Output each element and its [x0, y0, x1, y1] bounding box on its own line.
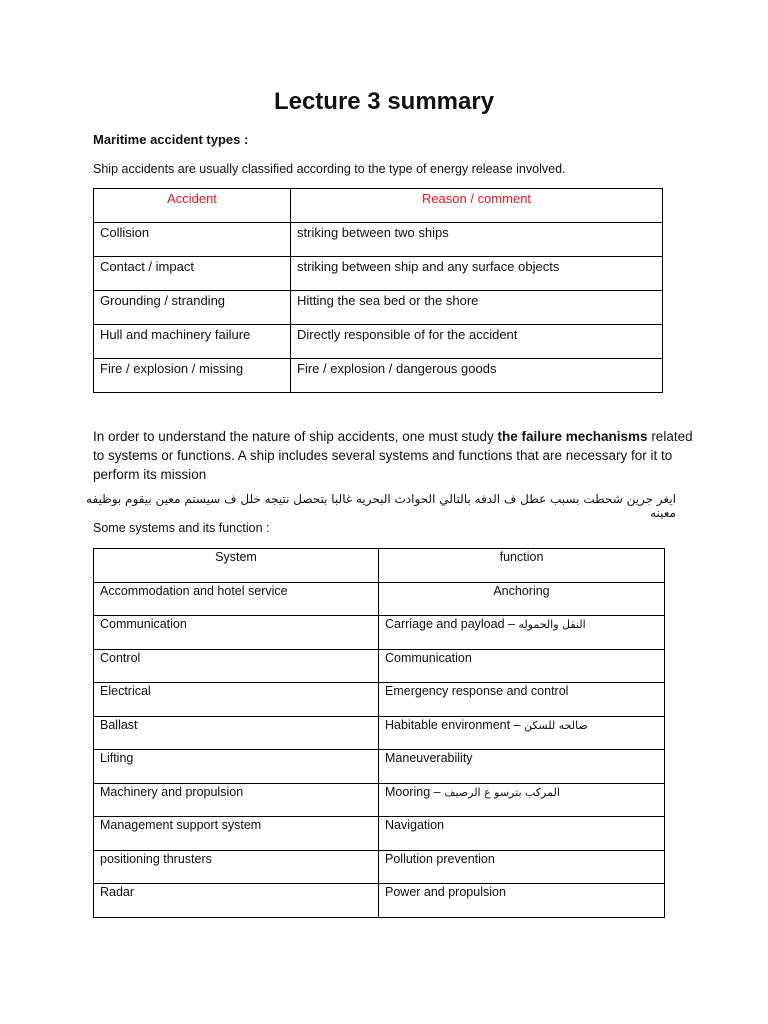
function-label: Emergency response and control [385, 684, 569, 698]
table-row [94, 817, 665, 851]
page-title: Lecture 3 summary [273, 88, 495, 115]
systems-intro: Some systems and its function : [93, 521, 270, 535]
systems-table-header-row [94, 549, 665, 583]
function-arabic-note: صالحه للسكن [523, 718, 588, 732]
reason-cell: Directly responsible of for the accident [291, 325, 663, 359]
accident-header: Accident [94, 189, 291, 223]
paragraph-text-end: related to systems or functions. A ship includes several systems and functions that are necessary for it to perform its mission [93, 429, 693, 482]
function-label: Communication [385, 650, 472, 665]
table-row [94, 223, 663, 257]
function-label: Anchoring [493, 583, 550, 598]
accident-cell: Collision [94, 223, 291, 257]
system-cell: Electrical [94, 683, 379, 717]
function-cell [379, 716, 665, 750]
table-row [94, 884, 665, 918]
system-cell: positioning thrusters [94, 850, 379, 884]
intro-text: Ship accidents are usually classified according to the type of energy release involved. [93, 162, 566, 176]
function-cell [379, 582, 665, 616]
function-arabic-note: المركب بترسو ع الرصيف [444, 785, 560, 799]
accident-cell: Contact / impact [94, 257, 291, 291]
accident-cell: Hull and machinery failure [94, 325, 291, 359]
function-cell [379, 817, 665, 851]
table-row [94, 291, 663, 325]
system-cell: Machinery and propulsion [94, 783, 379, 817]
accident-cell: Grounding / stranding [94, 291, 291, 325]
table-row [94, 750, 665, 784]
table-row [94, 649, 665, 683]
function-cell [379, 783, 665, 817]
table-row [94, 582, 665, 616]
function-cell [379, 649, 665, 683]
reason-cell: striking between ship and any surface objects [291, 257, 663, 291]
function-label: Pollution prevention [385, 851, 495, 866]
systems-table [93, 548, 665, 918]
reason-cell: Hitting the sea bed or the shore [291, 291, 663, 325]
arabic-note: ايغر جرين شحطت بسبب عطل ف الدفه بالتالي الحوادث البحريه غالبا بتحصل نتيجه خلل ف سيستم معين بيقوم بوظيفه معينه [86, 492, 676, 520]
system-cell: Ballast [94, 716, 379, 750]
table-row [94, 359, 663, 393]
table-row [94, 783, 665, 817]
function-label: Mooring – [385, 784, 441, 799]
system-header: System [94, 549, 379, 583]
function-cell [379, 884, 665, 918]
table-row [94, 716, 665, 750]
paragraph-bold-phrase: the failure mechanisms [497, 429, 648, 444]
table-row [94, 850, 665, 884]
function-label: Navigation [385, 818, 445, 832]
section-heading: Maritime accident types : [93, 132, 249, 147]
reason-header: Reason / comment [291, 189, 663, 223]
system-cell: Radar [94, 884, 379, 918]
table-row [94, 257, 663, 291]
function-label: Habitable environment – [385, 717, 521, 732]
function-label: Maneuverability [385, 751, 473, 765]
paragraph-text-start: In order to understand the nature of ship accidents, one must study [93, 429, 498, 444]
function-arabic-note: النقل والحموله [518, 618, 586, 631]
system-cell: Accommodation and hotel service [94, 582, 379, 616]
system-cell: Management support system [94, 817, 379, 851]
accident-table [93, 188, 663, 393]
function-label: Power and propulsion [385, 885, 506, 899]
accident-table-header-row [94, 189, 663, 223]
function-cell [379, 683, 665, 717]
system-cell: Communication [94, 616, 379, 650]
table-row [94, 616, 665, 650]
accident-cell: Fire / explosion / missing [94, 359, 291, 393]
function-cell [379, 850, 665, 884]
table-row [94, 683, 665, 717]
function-cell [379, 616, 665, 650]
reason-cell: striking between two ships [291, 223, 663, 257]
table-row [94, 325, 663, 359]
system-cell: Lifting [94, 750, 379, 784]
function-cell [379, 750, 665, 784]
function-header: function [379, 549, 665, 583]
failure-mechanisms-paragraph [93, 427, 693, 484]
reason-cell: Fire / explosion / dangerous goods [291, 359, 663, 393]
function-label: Carriage and payload – [385, 617, 515, 631]
system-cell: Control [94, 649, 379, 683]
